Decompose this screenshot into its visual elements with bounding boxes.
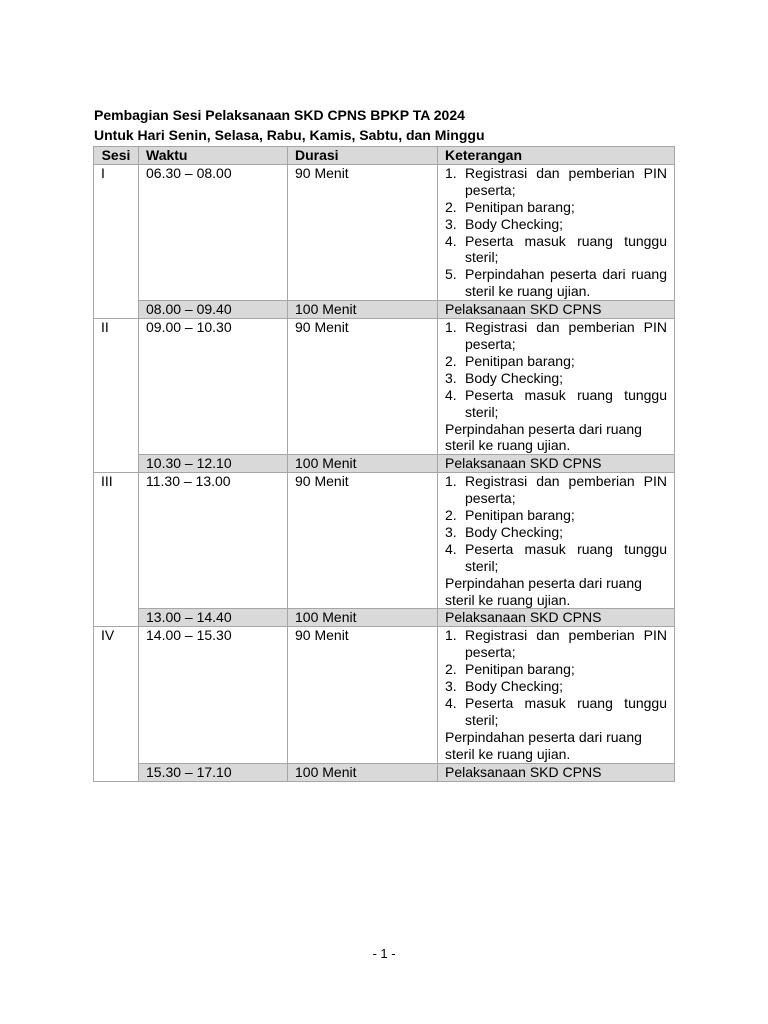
- session-exec-row: [94, 763, 675, 781]
- keterangan-cell: Pelaksanaan SKD CPNS: [438, 455, 675, 473]
- step-number: 2.: [445, 507, 457, 524]
- keterangan-cell: Pelaksanaan SKD CPNS: [438, 763, 675, 781]
- session-prep-row: [94, 627, 675, 763]
- list-item: [445, 541, 667, 575]
- step-text: Peserta masuk ruang tunggu steril;: [465, 695, 667, 728]
- list-item: [445, 473, 667, 507]
- list-item: [445, 233, 667, 267]
- step-number: 4.: [445, 695, 457, 711]
- sesi-continuation: [94, 455, 139, 473]
- waktu-cell: 10.30 – 12.10: [139, 455, 288, 473]
- step-text: Body Checking;: [465, 523, 564, 540]
- step-text: Penitipan barang;: [465, 198, 575, 215]
- waktu-cell: 08.00 – 09.40: [139, 301, 288, 319]
- sesi-continuation: [94, 763, 139, 781]
- list-item: [445, 695, 667, 729]
- sesi-number: I: [94, 164, 139, 300]
- list-item: [445, 216, 667, 233]
- list-item: [445, 387, 667, 421]
- step-note: Perpindahan peserta dari ruang steril ke ruang ujian.: [445, 420, 642, 454]
- durasi-cell: 100 Menit: [288, 609, 438, 627]
- waktu-cell: 15.30 – 17.10: [139, 763, 288, 781]
- step-text: Body Checking;: [465, 678, 564, 695]
- session-exec-row: [94, 609, 675, 627]
- list-item: [445, 266, 667, 300]
- list-item: [445, 370, 667, 387]
- durasi-cell: 90 Menit: [288, 319, 438, 455]
- step-text: Penitipan barang;: [465, 507, 575, 524]
- step-text: Registrasi dan pemberian PIN peserta;: [465, 319, 667, 352]
- list-item: [445, 199, 667, 216]
- session-prep-row: [94, 319, 675, 455]
- document-subtitle: Untuk Hari Senin, Selasa, Rabu, Kamis, Sabtu, dan Minggu: [94, 127, 485, 143]
- list-item: [445, 165, 667, 199]
- step-number: 1.: [445, 164, 457, 181]
- list-item: [445, 353, 667, 370]
- session-exec-row: [94, 455, 675, 473]
- keterangan-cell: [438, 627, 675, 763]
- step-text: Perpindahan peserta dari ruang steril ke ruang ujian.: [465, 266, 667, 300]
- step-number: 1.: [445, 473, 457, 490]
- keterangan-cell: [438, 319, 675, 455]
- steps-list: [445, 627, 667, 728]
- steps-list: [445, 473, 667, 574]
- keterangan-cell: [438, 164, 675, 300]
- step-text: Body Checking;: [465, 369, 564, 386]
- step-text: Peserta masuk ruang tunggu steril;: [465, 540, 667, 574]
- step-number: 1.: [445, 627, 457, 644]
- header-waktu: Waktu: [139, 147, 288, 165]
- durasi-cell: 100 Menit: [288, 455, 438, 473]
- step-number: 2.: [445, 661, 457, 678]
- keterangan-cell: Pelaksanaan SKD CPNS: [438, 609, 675, 627]
- waktu-cell: 11.30 – 13.00: [139, 473, 288, 609]
- step-text: Registrasi dan pemberian PIN peserta;: [465, 473, 667, 507]
- step-number: 3.: [445, 369, 457, 386]
- document-title: Pembagian Sesi Pelaksanaan SKD CPNS BPKP TA 2024: [94, 107, 465, 123]
- step-number: 2.: [445, 352, 457, 369]
- step-note: Perpindahan peserta dari ruang steril ke ruang ujian.: [445, 728, 642, 762]
- list-item: [445, 661, 667, 678]
- durasi-cell: 90 Menit: [288, 473, 438, 609]
- waktu-cell: 09.00 – 10.30: [139, 319, 288, 455]
- step-text: Registrasi dan pemberian PIN peserta;: [465, 627, 667, 661]
- sesi-number: III: [94, 473, 139, 609]
- step-number: 4.: [445, 540, 457, 557]
- step-text: Penitipan barang;: [465, 661, 575, 678]
- step-text: Peserta masuk ruang tunggu steril;: [465, 232, 667, 266]
- session-prep-row: [94, 164, 675, 300]
- step-text: Body Checking;: [465, 215, 564, 232]
- keterangan-cell: [438, 473, 675, 609]
- table-header-row: [94, 147, 675, 165]
- header-sesi: Sesi: [94, 147, 139, 165]
- steps-list: [445, 319, 667, 420]
- step-number: 3.: [445, 523, 457, 540]
- list-item: [445, 319, 667, 353]
- keterangan-cell: Pelaksanaan SKD CPNS: [438, 301, 675, 319]
- schedule-table: [93, 146, 675, 782]
- step-text: Penitipan barang;: [465, 352, 575, 369]
- waktu-cell: 13.00 – 14.40: [139, 609, 288, 627]
- step-number: 5.: [445, 266, 457, 283]
- waktu-cell: 14.00 – 15.30: [139, 627, 288, 763]
- list-item: [445, 507, 667, 524]
- step-number: 2.: [445, 198, 457, 215]
- durasi-cell: 100 Menit: [288, 301, 438, 319]
- list-item: [445, 678, 667, 695]
- step-number: 4.: [445, 386, 457, 403]
- sesi-number: IV: [94, 627, 139, 763]
- sesi-number: II: [94, 319, 139, 455]
- waktu-cell: 06.30 – 08.00: [139, 164, 288, 300]
- step-number: 3.: [445, 678, 457, 695]
- sesi-continuation: [94, 609, 139, 627]
- step-number: 4.: [445, 232, 457, 249]
- steps-list: [445, 165, 667, 300]
- durasi-cell: 90 Menit: [288, 627, 438, 763]
- header-keterangan: Keterangan: [438, 147, 675, 165]
- step-note: Perpindahan peserta dari ruang steril ke ruang ujian.: [445, 574, 642, 608]
- step-number: 1.: [445, 319, 457, 336]
- header-durasi: Durasi: [288, 147, 438, 165]
- page-number: - 1 -: [372, 946, 396, 961]
- list-item: [445, 524, 667, 541]
- schedule-body: [94, 164, 675, 781]
- step-text: Peserta masuk ruang tunggu steril;: [465, 386, 667, 420]
- step-number: 3.: [445, 215, 457, 232]
- list-item: [445, 627, 667, 661]
- sesi-continuation: [94, 301, 139, 319]
- session-prep-row: [94, 473, 675, 609]
- step-text: Registrasi dan pemberian PIN peserta;: [465, 164, 667, 198]
- durasi-cell: 100 Menit: [288, 763, 438, 781]
- session-exec-row: [94, 301, 675, 319]
- durasi-cell: 90 Menit: [288, 164, 438, 300]
